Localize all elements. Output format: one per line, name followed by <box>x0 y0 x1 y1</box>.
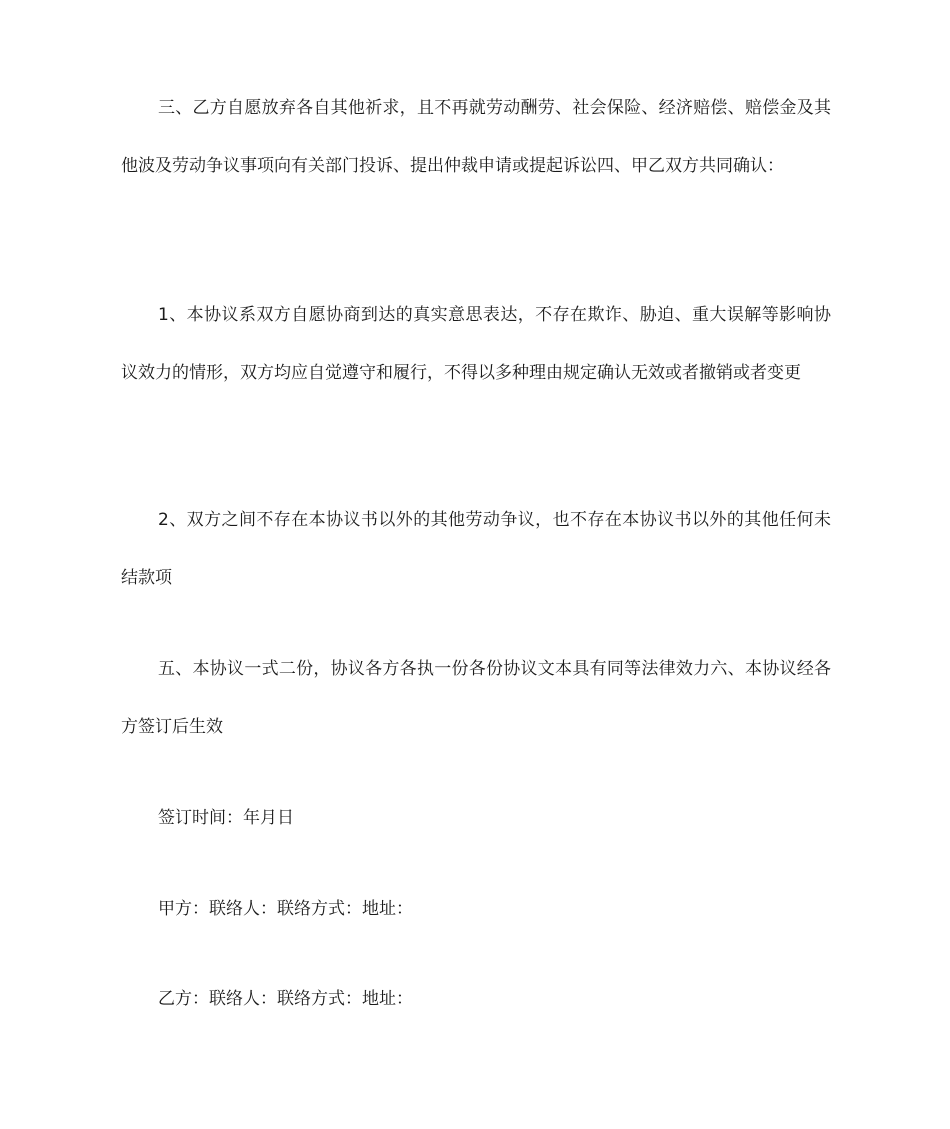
paragraph-clause-1: 1、本协议系双方自愿协商到达的真实意思表达，不存在欺诈、胁迫、重大误解等影响协议效力的情形，双方均应自觉遵守和履行，不得以多种理由规定确认无效或者撤销或者变更 <box>121 305 831 383</box>
paragraph-clause-2: 2、双方之间不存在本协议书以外的其他劳动争议，也不存在本协议书以外的其他任何未结款项 <box>121 510 831 588</box>
party-b-info: 乙方：联络人：联络方式：地址： <box>158 989 413 1009</box>
paragraph-3-waiver: 三、乙方自愿放弃各自其他祈求，且不再就劳动酬劳、社会保险、经济赔偿、赔偿金及其他波及劳动争议事项向有关部门投诉、提出仲裁申请或提起诉讼四、甲乙双方共同确认： <box>121 98 831 176</box>
paragraph-5-copies: 五、本协议一式二份，协议各方各执一份各份协议文本具有同等法律效力六、本协议经各方签订后生效 <box>121 659 831 737</box>
party-a-info: 甲方：联络人：联络方式：地址： <box>158 899 413 919</box>
signing-date: 签订时间：年月日 <box>158 808 294 828</box>
